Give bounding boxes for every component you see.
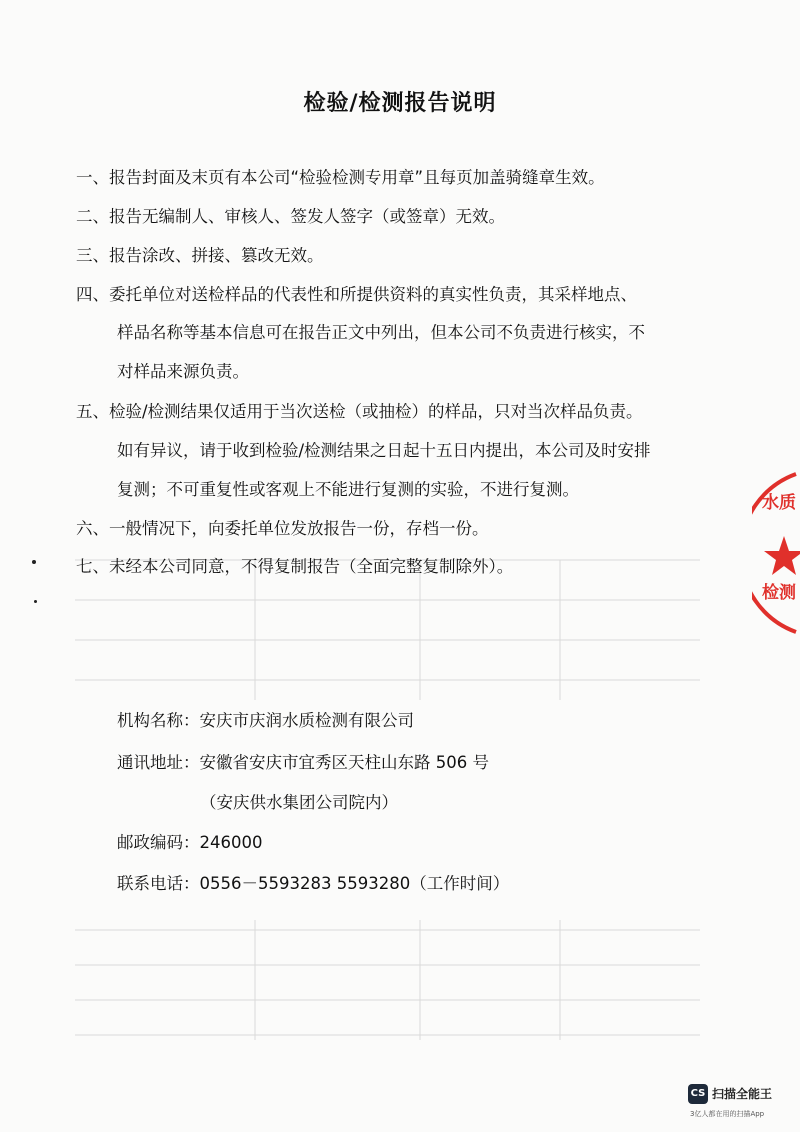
clause-text: 未经本公司同意，不得复制报告（全面完整复制除外）。 [109, 557, 514, 576]
cs-logo-icon: CS [688, 1084, 708, 1104]
clause-text: 一般情况下，向委托单位发放报告一份，存档一份。 [109, 519, 489, 538]
zip-line [117, 833, 263, 853]
address-note: （安庆供水集团公司院内） [200, 793, 398, 812]
clause-2 [76, 207, 726, 227]
clause-text: 报告封面及末页有本公司“检验检测专用章”且每页加盖骑缝章生效。 [109, 168, 605, 187]
org-name-label: 机构名称： [117, 711, 200, 730]
zip-label: 邮政编码： [117, 833, 200, 852]
clause-number: 二、 [76, 207, 109, 226]
clause-text: 委托单位对送检样品的代表性和所提供资料的真实性负责，其采样地点、 [109, 285, 637, 304]
seal-text-top: 水质 [762, 493, 796, 513]
page-title: 检验/检测报告说明 [303, 91, 497, 116]
clause-number: 六、 [76, 519, 109, 538]
clause-1 [76, 168, 726, 188]
org-name-value: 安庆市庆润水质检测有限公司 [199, 711, 414, 730]
org-name-line [117, 711, 414, 731]
seal-text-bottom: 检测 [762, 583, 796, 603]
phone-label: 联系电话： [117, 874, 200, 893]
clause-5-line-2: 如有异议，请于收到检验/检测结果之日起十五日内提出，本公司及时安排 [117, 441, 651, 460]
clause-number: 四、 [76, 285, 109, 304]
phone-value: 0556－5593283 5593280（工作时间） [199, 874, 510, 893]
phone-line [117, 874, 509, 894]
address-line [117, 753, 489, 773]
star-icon [764, 536, 800, 575]
zip-value: 246000 [199, 833, 263, 852]
clause-5 [76, 402, 726, 422]
address-label: 通讯地址： [117, 753, 200, 772]
clause-3 [76, 246, 726, 266]
scan-speck [34, 600, 37, 603]
clause-4-line-3: 对样品来源负责。 [117, 362, 249, 381]
official-seal-partial [752, 468, 800, 638]
clause-7 [76, 557, 726, 577]
address-value: 安徽省安庆市宜秀区天柱山东路 506 号 [199, 753, 489, 772]
clause-text: 报告涂改、拼接、篡改无效。 [109, 246, 324, 265]
clause-4 [76, 285, 726, 305]
clause-number: 七、 [76, 557, 109, 576]
scan-speck [32, 560, 36, 564]
clause-number: 五、 [76, 402, 109, 421]
clause-text: 检验/检测结果仅适用于当次送检（或抽检）的样品，只对当次样品负责。 [109, 402, 643, 421]
watermark-slogan: 3亿人都在用的扫描App [690, 1110, 765, 1118]
clause-6 [76, 519, 726, 539]
clause-text: 报告无编制人、审核人、签发人签字（或签章）无效。 [109, 207, 505, 226]
clause-number: 三、 [76, 246, 109, 265]
clause-number: 一、 [76, 168, 109, 187]
watermark-app-name: 扫描全能王 [712, 1087, 773, 1101]
clause-4-line-2: 样品名称等基本信息可在报告正文中列出，但本公司不负责进行核实，不 [117, 323, 645, 342]
clause-5-line-3: 复测；不可重复性或客观上不能进行复测的实验，不进行复测。 [117, 480, 579, 499]
